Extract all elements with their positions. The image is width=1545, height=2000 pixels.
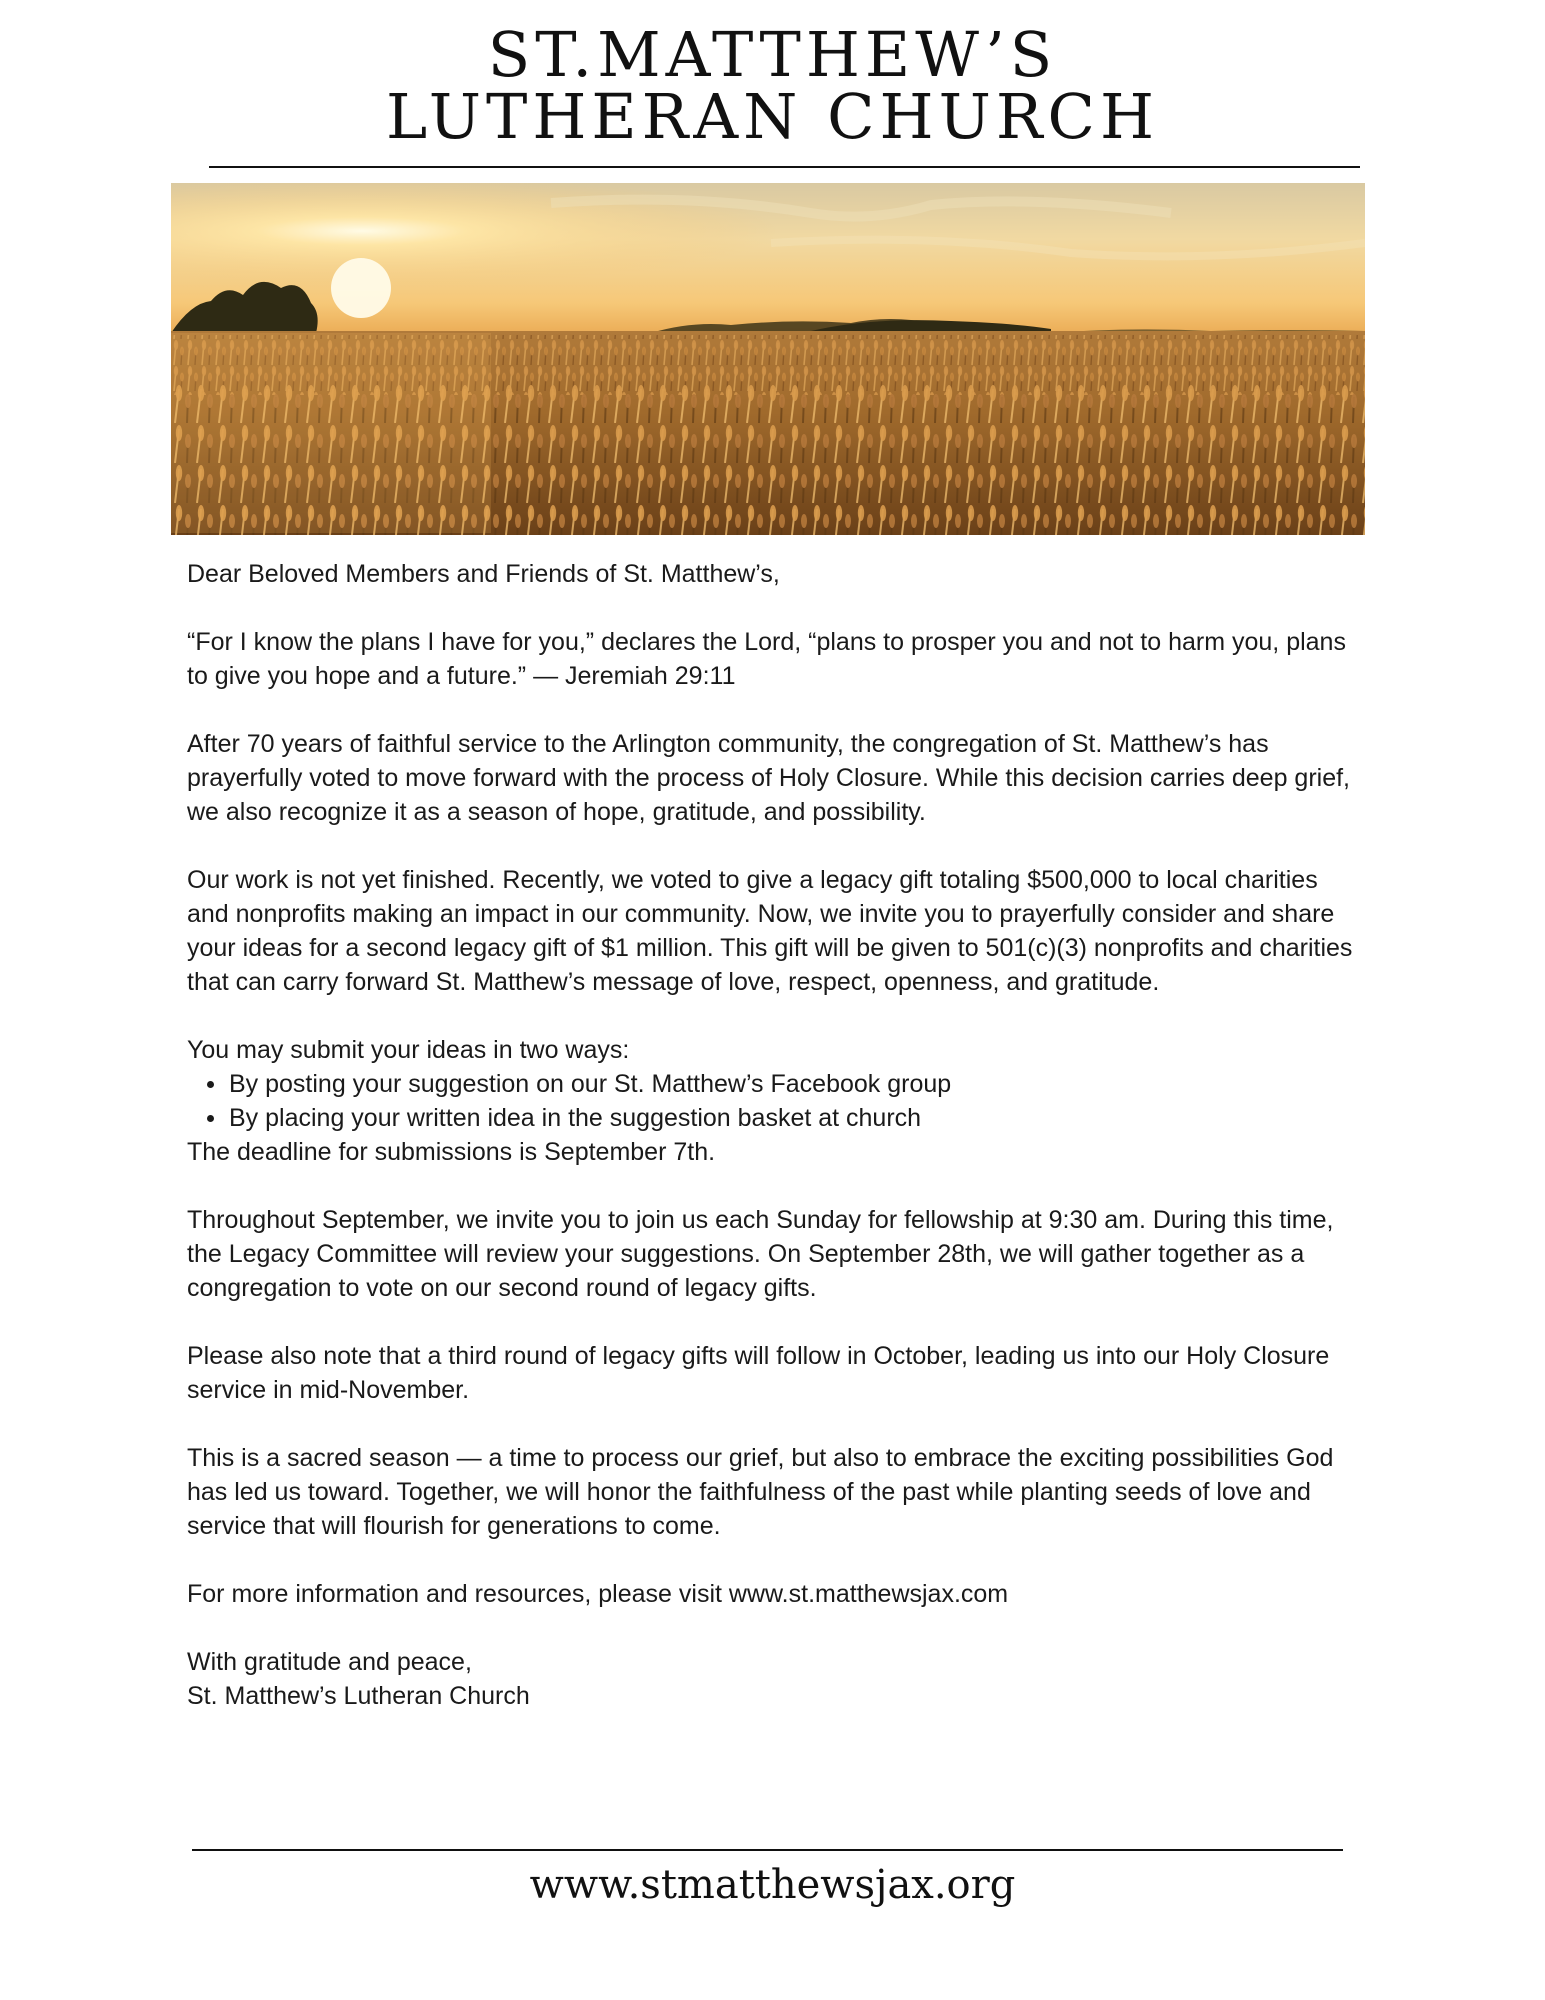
submit-intro: You may submit your ideas in two ways:	[187, 1036, 630, 1064]
footer-website-link[interactable]: www.stmatthewsjax.org	[529, 1862, 1016, 1908]
paragraph-holy-closure: After 70 years of faithful service to the Arlington community, the congregation of St. Matthew’s has prayerfully voted to move forward with the process of Holy Closure. While this decision carries deep grief, we also recognize it as a season of hope, gratitude, and possibility.	[187, 730, 1351, 826]
list-item: By placing your written idea in the suggestion basket at church	[229, 1101, 1357, 1135]
scripture-quote: “For I know the plans I have for you,” declares the Lord, “plans to prosper you and not to harm you, plans to give you hope and a future.” — Jeremiah 29:11	[187, 628, 1346, 690]
signature: St. Matthew’s Lutheran Church	[187, 1682, 530, 1710]
more-info: For more information and resources, please visit www.st.matthewsjax.com	[187, 1580, 1009, 1608]
footer-divider	[192, 1849, 1343, 1851]
signoff: With gratitude and peace,	[187, 1648, 472, 1676]
church-title-line-1: ST.MATTHEW’S	[487, 18, 1058, 91]
wheat-field-sunset-image	[171, 183, 1365, 535]
submission-options-list	[187, 1067, 1357, 1135]
paragraph-september-fellowship: Throughout September, we invite you to join us each Sunday for fellowship at 9:30 am. During this time, the Legacy Committee will review your suggestions. On September 28th, we will gather together as a congregation to vote on our second round of legacy gifts.	[187, 1206, 1334, 1302]
header-divider	[209, 166, 1360, 168]
paragraph-sacred-season: This is a sacred season — a time to process our grief, but also to embrace the exciting possibilities God has led us toward. Together, we will honor the faithfulness of the past while planting seeds of love and service that will flourish for generations to come.	[187, 1444, 1334, 1540]
letter-body	[187, 557, 1357, 1713]
church-title	[0, 18, 1545, 153]
salutation: Dear Beloved Members and Friends of St. Matthew’s,	[187, 560, 780, 588]
paragraph-legacy-gift: Our work is not yet finished. Recently, we voted to give a legacy gift totaling $500,000 to local charities and nonprofits making an impact in our community. Now, we invite you to prayerfully consider and share your ideas for a second legacy gift of $1 million. This gift will be given to 501(c)(3) nonprofits and charities that can carry forward St. Matthew’s message of love, respect, openness, and gratitude.	[187, 866, 1353, 996]
list-item: By posting your suggestion on our St. Matthew’s Facebook group	[229, 1067, 1357, 1101]
church-title-line-2: LUTHERAN CHURCH	[385, 80, 1160, 153]
deadline-note: The deadline for submissions is September 7th.	[187, 1138, 716, 1166]
paragraph-third-round: Please also note that a third round of legacy gifts will follow in October, leading us into our Holy Closure service in mid-November.	[187, 1342, 1330, 1404]
